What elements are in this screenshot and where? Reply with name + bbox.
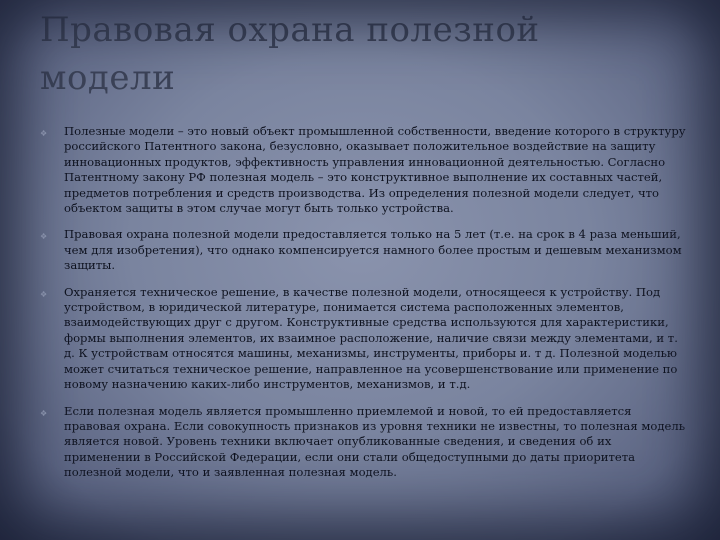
bullet-item	[38, 285, 686, 393]
bullet-item	[38, 404, 686, 481]
bullet-item	[38, 227, 686, 273]
bullet-icon: ❖	[40, 408, 48, 418]
bullet-text: Правовая охрана полезной модели предоставляется только на 5 лет (т.е. на срок в 4 раза меньший, чем для изобретения), что однако компенсируется намного более простым и дешевым механизмом защиты.	[64, 227, 682, 273]
bullet-text: Охраняется техническое решение, в качестве полезной модели, относящееся к устройству. Под устройством, в юридической литературе, понимается система расположенных элементов, взаимодействующих друг с другом. Конструктивные средства используются для характеристики, формы выполнения элементов, их взаимное расположение, наличие связи между элементами, и т. д. К устройствам относятся машины, механизмы, инструменты, приборы и. т д. Полезной моделью может считаться техническое решение, направленное на усовершенствование или применение по новому назначению каких-либо инструментов, механизмов, и т.д.	[64, 284, 678, 392]
bullet-text: Если полезная модель является промышленно приемлемой и новой, то ей предоставляется правовая охрана. Если совокупность признаков из уровня техники не известны, то полезная модель является новой. Уровень техники включает опубликованные сведения, и сведения об их применении в Российской Федерации, если они стали общедоступными до даты приоритета полезной модели, что и заявленная полезная модель.	[64, 403, 686, 480]
bullet-icon: ❖	[40, 289, 48, 299]
slide-title: Правовая охрана полезной модели	[40, 10, 540, 98]
bullet-text: Полезные модели – это новый объект промышленной собственности, введение которого в структуру российского Патентного закона, безусловно, оказывает положительное воздействие на защиту инновационных продуктов, эффективность управления инновационной деятельностью. Согласно Патентному закону РФ полезная модель – это конструктивное выполнение их составных частей, предметов потребления и средств производства. Из определения полезной модели следует, что объектом защиты в этом случае могут быть только устройства.	[64, 124, 686, 216]
bullet-item	[38, 124, 686, 216]
bullet-icon: ❖	[40, 232, 48, 242]
bullet-list	[38, 124, 686, 492]
bullet-icon: ❖	[40, 129, 48, 138]
